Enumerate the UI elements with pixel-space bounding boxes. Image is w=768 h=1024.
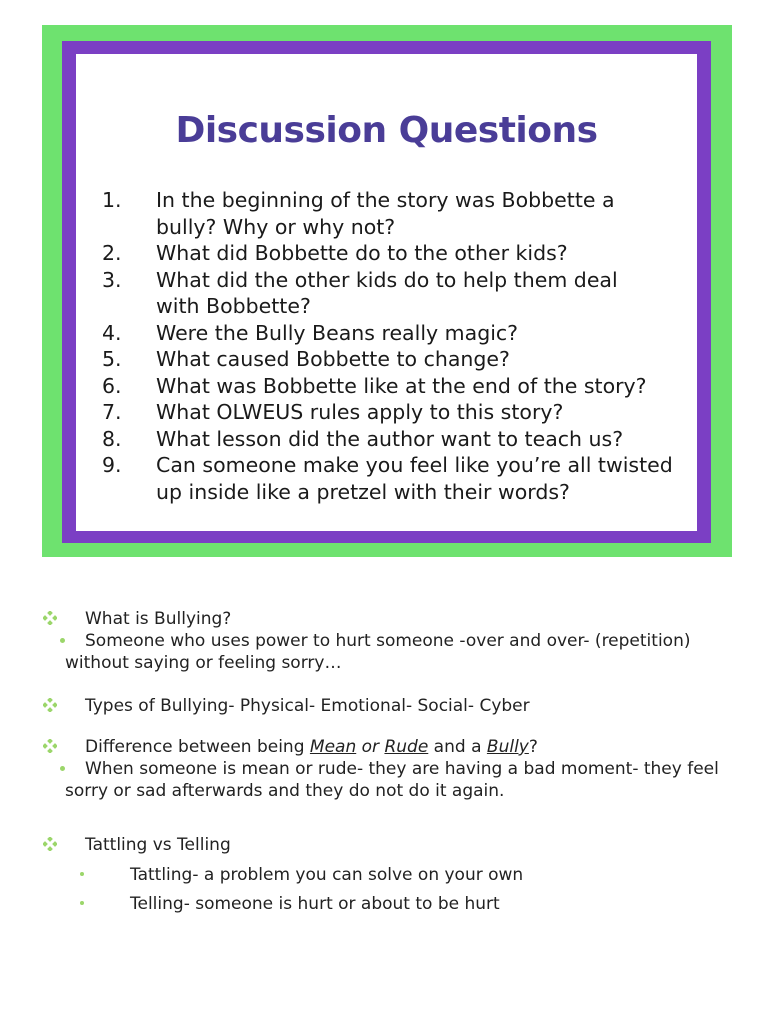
question-text: In the beginning of the story was Bobbette a	[156, 188, 615, 212]
bullet-text: What is Bullying?	[85, 609, 232, 629]
question-item	[76, 240, 696, 267]
question-list	[76, 187, 696, 505]
question-item	[76, 187, 696, 240]
question-number: 6.	[102, 373, 122, 398]
discussion-card	[42, 25, 732, 557]
bullet-text: Difference between being	[85, 737, 310, 757]
question-text: Were the Bully Beans really magic?	[156, 320, 519, 345]
diamond-bullet-icon	[43, 698, 57, 712]
question-number: 8.	[102, 426, 122, 451]
rude-word: Rude	[384, 737, 429, 757]
sub-bullet-text: Someone who uses power to hurt someone -over and over- (repetition) without saying or feeling sorry…	[65, 631, 691, 673]
sub-bullet-text: Tattling- a problem you can solve on your own	[130, 865, 524, 885]
bullet-tattling-vs-telling	[0, 834, 768, 856]
question-item	[76, 399, 696, 426]
dot-bullet-icon	[60, 638, 65, 643]
dot-bullet-icon	[60, 766, 65, 771]
question-text: What did the other kids do to help them deal	[156, 267, 618, 292]
diamond-bullet-icon	[43, 739, 57, 753]
question-item	[76, 373, 696, 400]
diamond-bullet-icon	[43, 611, 57, 625]
dot-bullet-icon	[80, 872, 84, 876]
bullet-text: and a	[428, 737, 487, 757]
question-number: 1.	[102, 188, 122, 212]
sub-bullet-text: Telling- someone is hurt or about to be hurt	[130, 894, 500, 914]
question-text-cont: up inside like a pretzel with their words?	[156, 479, 570, 504]
sub-bullet-telling	[0, 893, 768, 915]
sub-bullet-definition	[0, 630, 768, 674]
question-item	[76, 320, 696, 347]
bullet-types	[0, 695, 768, 717]
question-item	[76, 426, 696, 453]
notes-section	[0, 608, 768, 915]
question-item	[76, 452, 696, 505]
question-number: 2.	[102, 241, 122, 265]
bullet-difference	[0, 736, 768, 758]
question-text: What OLWEUS rules apply to this story?	[156, 400, 564, 424]
question-text: What was Bobbette like at the end of the story?	[156, 373, 647, 398]
sub-bullet-tattling	[0, 864, 768, 886]
question-number: 9.	[102, 453, 122, 477]
bullet-text: or	[356, 737, 385, 757]
sub-bullet-difference-def	[0, 758, 768, 802]
card-title: Discussion Questions	[175, 110, 598, 151]
card-purple-border	[62, 41, 711, 543]
bullet-text: ?	[528, 737, 538, 757]
question-item	[76, 346, 696, 373]
question-number: 7.	[102, 400, 122, 424]
question-text-cont: with Bobbette?	[156, 294, 311, 318]
sub-bullet-text: When someone is mean or rude- they are having a bad moment- they feel sorry or sad afterwards and they do not do it again.	[65, 759, 719, 801]
question-text: Can someone make you feel like you’re all twisted	[156, 453, 673, 477]
card-content	[76, 54, 697, 531]
bullet-text: Tattling vs Telling	[85, 835, 231, 855]
bully-word: Bully	[486, 737, 529, 757]
question-text-cont: bully? Why or why not?	[156, 214, 396, 239]
question-text: What did Bobbette do to the other kids?	[156, 241, 568, 265]
question-number: 5.	[102, 347, 122, 371]
bullet-text: Types of Bullying- Physical- Emotional- Social- Cyber	[85, 696, 530, 716]
diamond-bullet-icon	[43, 837, 57, 851]
mean-word: Mean	[309, 737, 357, 757]
dot-bullet-icon	[80, 901, 84, 905]
question-number: 3.	[102, 267, 122, 292]
question-item	[76, 267, 696, 320]
bullet-what-is-bullying	[0, 608, 768, 630]
question-text: What caused Bobbette to change?	[156, 347, 510, 371]
question-text: What lesson did the author want to teach us?	[156, 426, 624, 451]
question-number: 4.	[102, 320, 122, 345]
